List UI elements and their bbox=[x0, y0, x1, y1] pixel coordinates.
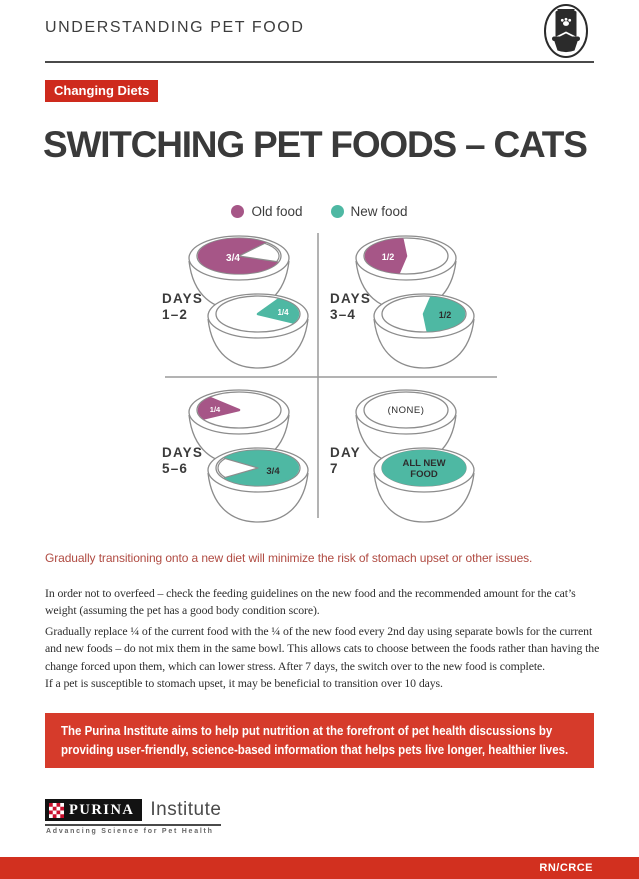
old-fraction: 1/2 bbox=[381, 252, 395, 262]
logo-tagline: Advancing Science for Pet Health bbox=[46, 828, 214, 835]
banner-line-2: providing user-friendly, science-based information that helps pets live longer, healthier lives. bbox=[61, 743, 569, 758]
new-fraction: 1/4 bbox=[277, 308, 289, 317]
banner-line-1: The Purina Institute aims to help put nutrition at the forefront of pet health discussions by bbox=[61, 724, 553, 738]
bowl-day-7-new bbox=[374, 448, 474, 522]
none-label: (NONE) bbox=[387, 405, 425, 416]
days-3-4-label: DAYS bbox=[330, 291, 372, 306]
old-food-dot bbox=[231, 205, 244, 218]
new-food-dot bbox=[331, 205, 344, 218]
days-3-4-range: 3–4 bbox=[330, 307, 357, 322]
logo-divider bbox=[45, 824, 221, 826]
institute-wordmark: Institute bbox=[150, 799, 222, 820]
header-title: UNDERSTANDING PET FOOD bbox=[45, 19, 305, 36]
checkerboard-icon bbox=[49, 803, 64, 818]
old-fraction: 3/4 bbox=[226, 253, 240, 264]
section-badge: Changing Diets bbox=[45, 80, 158, 102]
purina-institute-banner bbox=[45, 713, 594, 768]
days-5-6-range: 5–6 bbox=[162, 461, 189, 476]
bowl-days-1-2-new bbox=[208, 294, 308, 368]
purina-logo-box bbox=[45, 799, 142, 821]
legend bbox=[0, 204, 639, 219]
legend-item-old-food bbox=[231, 204, 302, 219]
bowl-days-5-6-new bbox=[208, 448, 308, 522]
days-1-2-label: DAYS bbox=[162, 291, 204, 306]
days-1-2-range: 1–2 bbox=[162, 307, 189, 322]
transition-schedule-diagram bbox=[0, 225, 639, 537]
legend-item-new-food bbox=[331, 204, 408, 219]
paragraph-1: In order not to overfeed – check the feeding guidelines on the new food and the recommended amount for the cat’s weight (assuming the pet has a good body condition score). bbox=[45, 586, 576, 618]
pet-food-bowl-icon bbox=[536, 2, 596, 62]
legend-old-label: Old food bbox=[251, 204, 303, 219]
new-fraction: 3/4 bbox=[266, 466, 280, 477]
new-fraction: 1/2 bbox=[438, 310, 452, 320]
paragraph-2: Gradually replace ¼ of the current food with the ¼ of the new food every 2nd day using separate bowls for the current and new foods – do not mix them in the same bowl. This allows cats to choose between the foods rather than having the change forced upon them, which can lower stress. After 7 days, the switch over to the new food is complete. bbox=[45, 624, 600, 673]
header-divider bbox=[45, 61, 594, 63]
all-new-food-line1: ALL NEW bbox=[402, 458, 446, 469]
legend-new-label: New food bbox=[350, 204, 408, 219]
day-7-number: 7 bbox=[330, 461, 339, 476]
bowl-days-3-4-new bbox=[374, 294, 474, 368]
document-code: RN/CRCE bbox=[539, 862, 593, 874]
highlight-sentence: Gradually transitioning onto a new diet will minimize the risk of stomach upset or other issues. bbox=[45, 551, 533, 565]
purina-wordmark: PURINA bbox=[69, 801, 135, 818]
purina-institute-logo bbox=[45, 799, 221, 821]
old-fraction: 1/4 bbox=[209, 405, 221, 414]
day-7-label: DAY bbox=[330, 445, 361, 460]
page-title: SWITCHING PET FOODS – CATS bbox=[43, 124, 587, 165]
paragraph-3: If a pet is susceptible to stomach upset, it may be beneficial to transition over 10 days. bbox=[45, 676, 443, 690]
bottom-bar bbox=[0, 857, 639, 879]
days-5-6-label: DAYS bbox=[162, 445, 204, 460]
all-new-food-line2: FOOD bbox=[410, 469, 438, 480]
